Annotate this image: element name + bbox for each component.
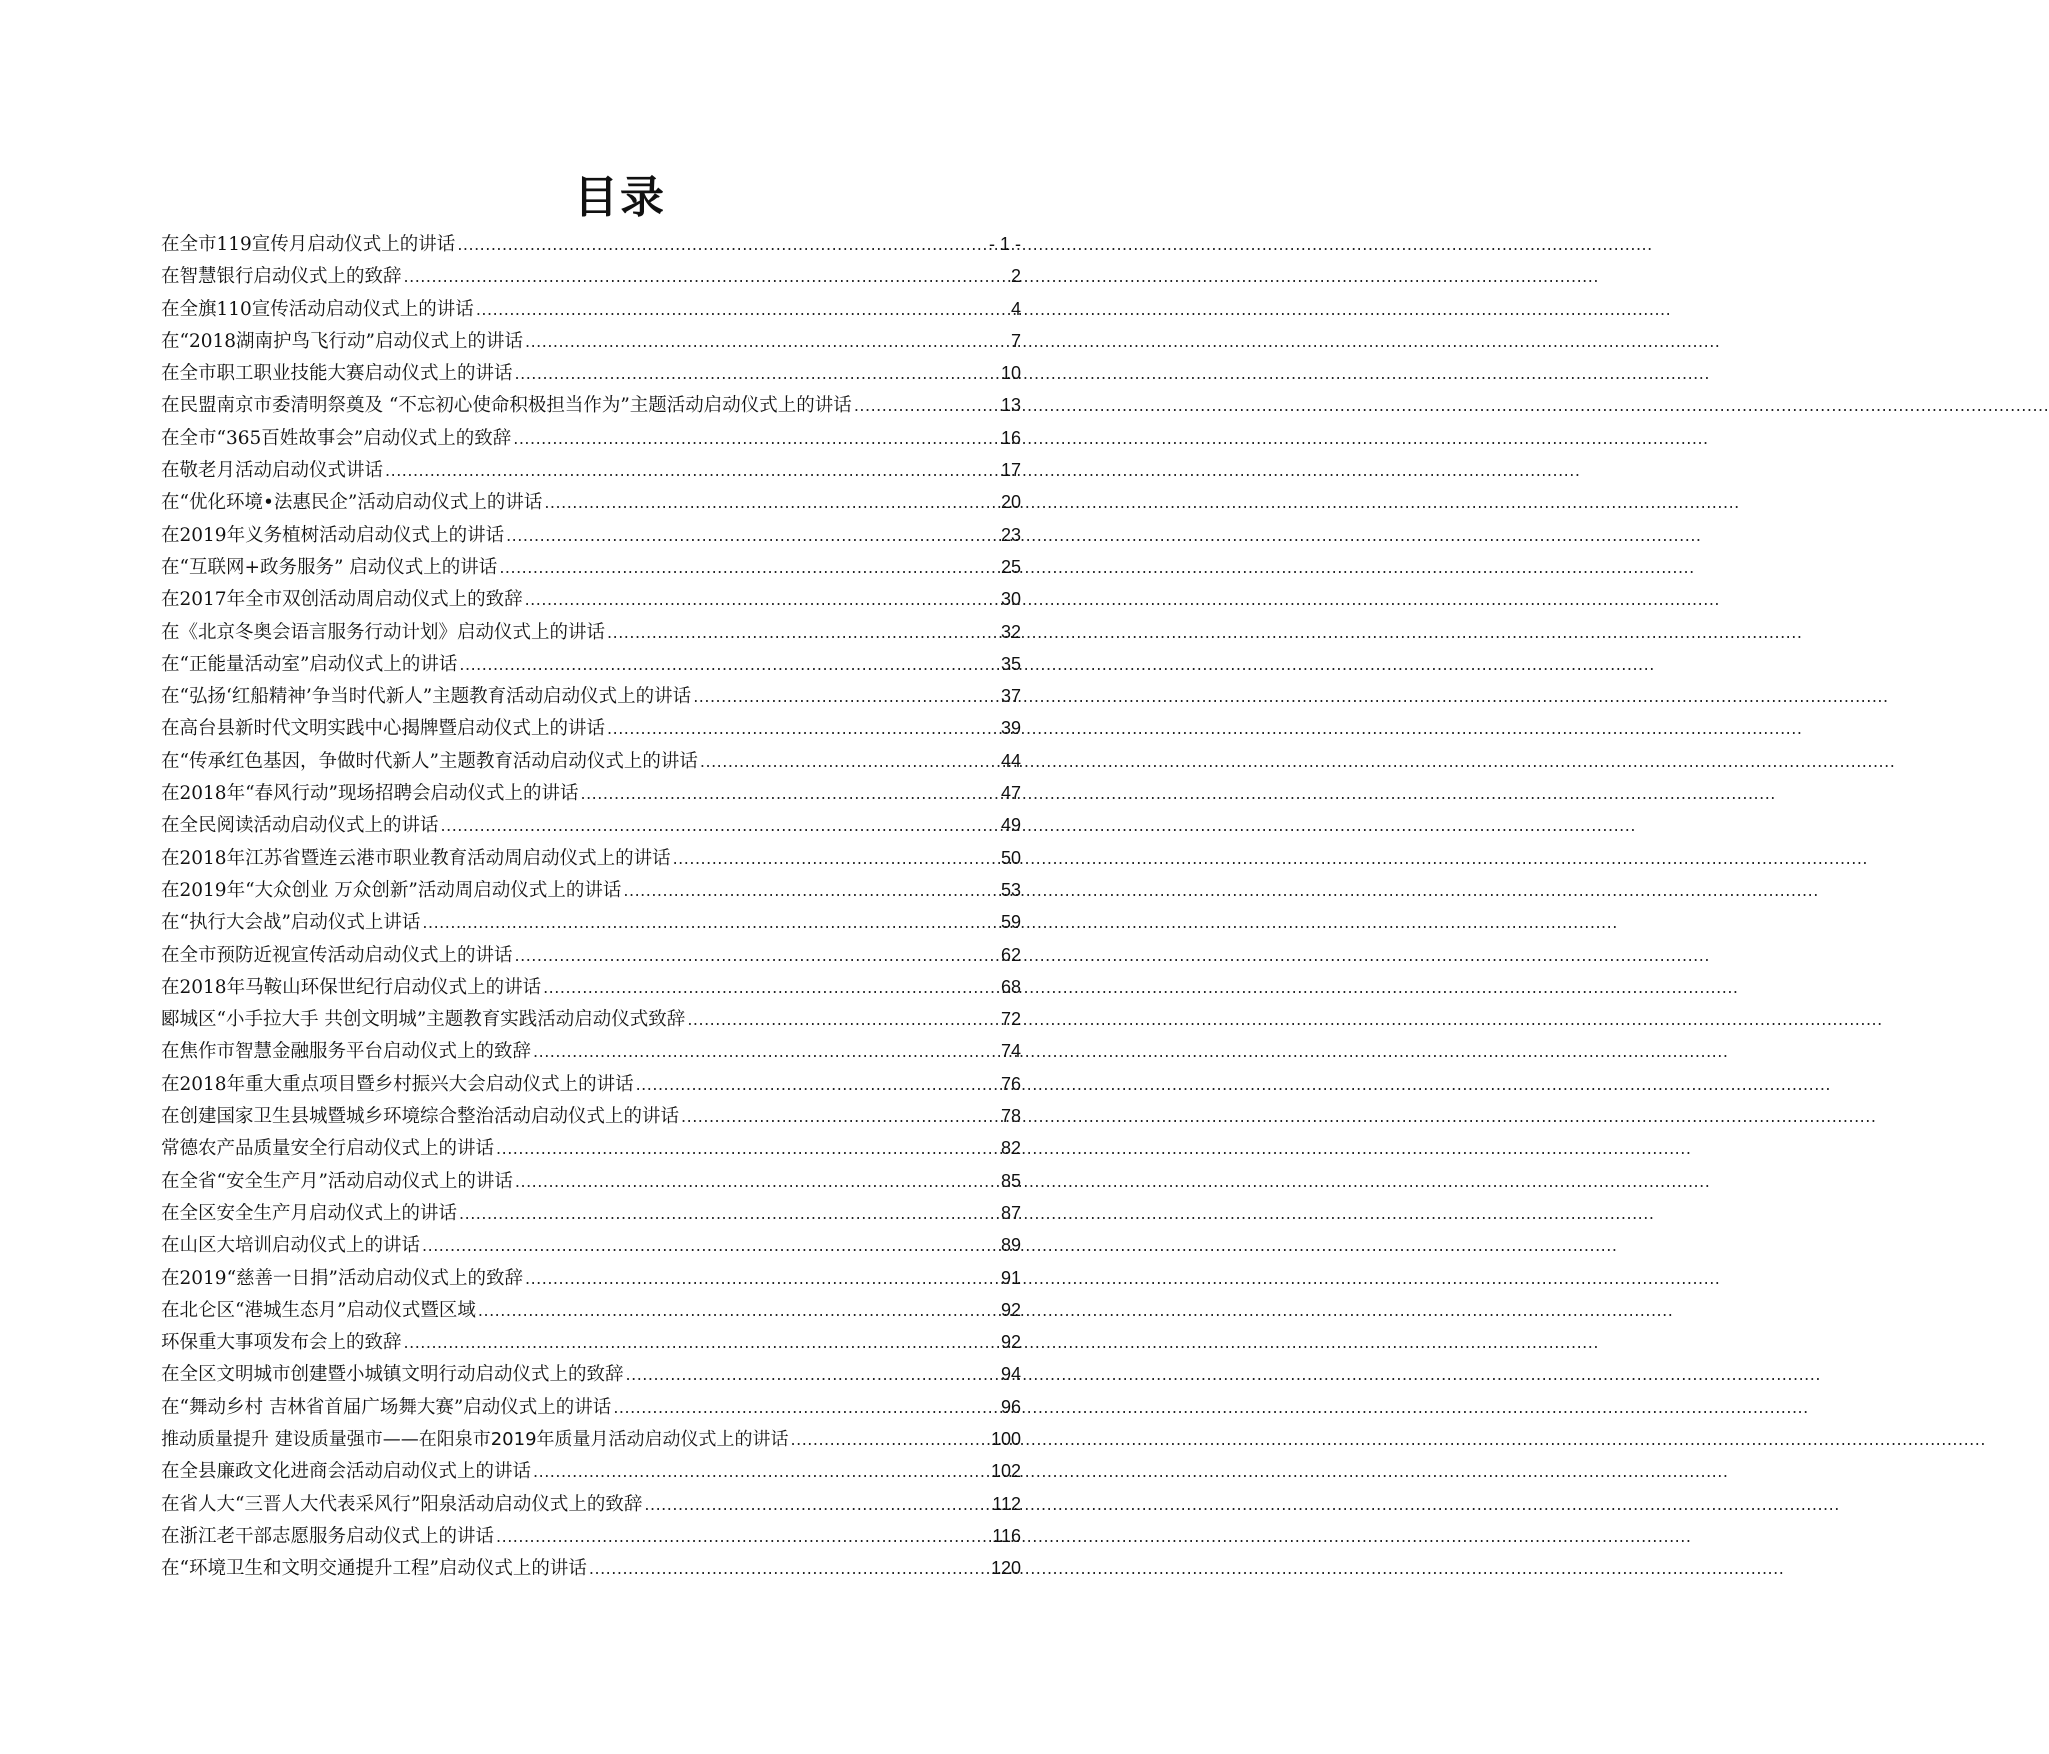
toc-entry-title: 在浙江老干部志愿服务启动仪式上的讲话	[161, 1525, 495, 1547]
toc-dot-leader	[459, 1198, 999, 1230]
toc-entry-title: 在山区大培训启动仪式上的讲话	[161, 1235, 421, 1257]
toc-entry-title: 在2019年义务植树活动启动仪式上的讲话	[161, 524, 505, 546]
toc-entry[interactable]	[161, 842, 1021, 874]
toc-page-number: 85	[1000, 1170, 1021, 1191]
toc-entry-title: 在《北京冬奥会语言服务行动计划》启动仪式上的讲话	[161, 621, 606, 643]
toc-page-number: 16	[1000, 427, 1021, 448]
toc-dot-leader	[385, 455, 999, 487]
toc-page-number: 7	[1010, 330, 1021, 351]
toc-entry[interactable]	[161, 1068, 1021, 1100]
toc-dot-leader	[496, 1133, 999, 1165]
toc-dot-leader	[459, 649, 999, 681]
toc-entry-title: 在2019“慈善一日捐”活动启动仪式上的致辞	[161, 1267, 523, 1289]
toc-entry[interactable]	[161, 971, 1021, 1003]
toc-page-number: 62	[1000, 944, 1021, 965]
toc-dot-leader	[673, 843, 999, 875]
toc-dot-leader	[700, 746, 999, 778]
toc-entry[interactable]	[161, 1262, 1021, 1294]
toc-page-number: 25	[1000, 556, 1021, 577]
toc-page-number: 89	[1000, 1235, 1021, 1256]
toc-dot-leader	[506, 520, 999, 552]
toc-dot-leader	[525, 326, 1009, 358]
toc-entry[interactable]	[161, 1326, 1021, 1358]
toc-page-number: 92	[1000, 1299, 1021, 1320]
toc-entry-title: 常德农产品质量安全行启动仪式上的讲话	[161, 1138, 495, 1160]
toc-page-number: 78	[1000, 1106, 1021, 1127]
toc-entry-title: 在全市119宣传月启动仪式上的讲话	[161, 234, 456, 255]
toc-entry-title: 在“传承红色基因，争做时代新人”主题教育活动启动仪式上的讲话	[161, 750, 698, 772]
toc-page-number: 120	[990, 1558, 1021, 1579]
toc-dot-leader	[681, 1101, 999, 1133]
toc-page-number: 68	[1000, 976, 1021, 997]
toc-entry-title: 在“环境卫生和文明交通提升工程”启动仪式上的讲话	[161, 1558, 587, 1580]
toc-page-number: 50	[1000, 847, 1021, 868]
toc-entry[interactable]	[161, 422, 1021, 454]
toc-dot-leader	[623, 875, 999, 907]
toc-dot-leader	[687, 1004, 999, 1036]
toc-entry-title: 在创建国家卫生县城暨城乡环境综合整治活动启动仪式上的讲话	[161, 1106, 680, 1128]
toc-dot-leader	[543, 972, 999, 1004]
toc-entry[interactable]	[161, 745, 1021, 777]
toc-page-number: 44	[1000, 750, 1021, 771]
toc-entry[interactable]	[161, 1391, 1021, 1423]
toc-entry-title: 在“优化环境•法惠民企”活动启动仪式上的讲话	[161, 492, 543, 514]
toc-entry-title: 在“执行大会战”启动仪式上讲话	[161, 912, 421, 934]
toc-dot-leader	[589, 1553, 989, 1585]
toc-entry-title: 在焦作市智慧金融服务平台启动仪式上的致辞	[161, 1041, 532, 1063]
toc-entry-title: 在2017年全市双创活动周启动仪式上的致辞	[161, 589, 523, 611]
toc-dot-leader	[544, 487, 999, 519]
toc-entry[interactable]	[161, 551, 1021, 583]
toc-page-number: 23	[1000, 524, 1021, 545]
toc-entry[interactable]	[161, 228, 1021, 260]
toc-entry-title: 在全民阅读活动启动仪式上的讲话	[161, 815, 439, 837]
toc-page-number: 2	[1010, 266, 1021, 287]
toc-page-number: 96	[1000, 1396, 1021, 1417]
toc-page-number: 35	[1000, 653, 1021, 674]
toc-entry-title: 在省人大“三晋人大代表采风行”阳泉活动启动仪式上的致辞	[161, 1493, 643, 1515]
toc-page-number: - 1 -	[988, 234, 1021, 254]
toc-page-number: 74	[1000, 1041, 1021, 1062]
toc-entry[interactable]	[161, 486, 1021, 518]
toc-entry[interactable]	[161, 712, 1021, 744]
toc-entry[interactable]	[161, 648, 1021, 680]
toc-dot-leader	[404, 1327, 999, 1359]
toc-entry-title: 在全旗110宣传活动启动仪式上的讲话	[161, 298, 474, 320]
toc-entry[interactable]	[161, 260, 1021, 292]
toc-entry[interactable]	[161, 1488, 1021, 1520]
toc-entry[interactable]	[161, 389, 1021, 421]
toc-dot-leader	[457, 229, 987, 261]
toc-page-number: 102	[990, 1461, 1021, 1482]
toc-page-number: 92	[1000, 1332, 1021, 1353]
toc-page-number: 112	[992, 1493, 1021, 1514]
toc-entry-title: 在“弘扬‘红船精神’争当时代新人”主题教育活动启动仪式上的讲话	[161, 686, 692, 708]
toc-page-number: 82	[1000, 1138, 1021, 1159]
toc-dot-leader	[422, 907, 999, 939]
toc-entry-title: 在2018年“春风行动”现场招聘会启动仪式上的讲话	[161, 783, 579, 805]
toc-dot-leader	[496, 1521, 990, 1553]
toc-dot-leader	[515, 358, 999, 390]
toc-entry[interactable]	[161, 583, 1021, 615]
toc-page-number: 76	[1000, 1073, 1021, 1094]
toc-dot-leader	[404, 261, 1009, 293]
toc-dot-leader	[581, 778, 999, 810]
toc-dot-leader	[476, 294, 1009, 326]
toc-page-number: 20	[1000, 492, 1021, 513]
toc-page-number: 87	[1000, 1202, 1021, 1223]
toc-entry-title: 在“2018湖南护鸟飞行动”启动仪式上的讲话	[161, 330, 523, 352]
toc-page-number: 49	[1000, 815, 1021, 836]
toc-dot-leader	[422, 1230, 999, 1262]
toc-page-number: 13	[1000, 395, 1021, 416]
toc-entry-title: 在高台县新时代文明实践中心揭牌暨启动仪式上的讲话	[161, 718, 606, 740]
toc-entry[interactable]	[161, 1423, 1021, 1455]
toc-dot-leader	[693, 681, 999, 713]
toc-entry-title: 推动质量提升 建设质量强市——在阳泉市2019年质量月活动启动仪式上的讲话	[161, 1428, 789, 1450]
toc-entry-title: 在全市“365百姓故事会”启动仪式上的致辞	[161, 427, 512, 449]
toc-entry-title: 在“舞动乡村 吉林省首届广场舞大赛”启动仪式上的讲话	[161, 1396, 612, 1418]
toc-dot-leader	[854, 390, 999, 422]
toc-dot-leader	[499, 552, 999, 584]
toc-entry-title: 在全区文明城市创建暨小城镇文明行动启动仪式上的致辞	[161, 1364, 624, 1386]
toc-dot-leader	[791, 1424, 989, 1456]
toc-dot-leader	[513, 423, 999, 455]
toc-dot-leader	[607, 617, 999, 649]
toc-entry[interactable]	[161, 1294, 1021, 1326]
toc-page-number: 47	[1000, 783, 1021, 804]
toc-entry[interactable]	[161, 519, 1021, 551]
toc-page-number: 39	[1000, 718, 1021, 739]
toc-entry[interactable]	[161, 939, 1021, 971]
toc-entry-title: 在2018年马鞍山环保世纪行启动仪式上的讲话	[161, 976, 542, 998]
toc-page-number: 53	[1000, 879, 1021, 900]
toc-entry[interactable]	[161, 680, 1021, 712]
toc-dot-leader	[478, 1295, 999, 1327]
toc-dot-leader	[636, 1069, 999, 1101]
toc-dot-leader	[515, 1166, 999, 1198]
toc-entry-title: 在全省“安全生产月”活动启动仪式上的讲话	[161, 1170, 513, 1192]
toc-dot-leader	[607, 713, 999, 745]
toc-entry[interactable]	[161, 809, 1021, 841]
toc-entry[interactable]	[161, 1165, 1021, 1197]
toc-page-number: 10	[1000, 363, 1021, 384]
toc-dot-leader	[644, 1489, 990, 1521]
toc-dot-leader	[525, 584, 999, 616]
toc-entry-title: 环保重大事项发布会上的致辞	[161, 1332, 402, 1354]
toc-entry[interactable]	[161, 1003, 1021, 1035]
toc-dot-leader	[533, 1456, 989, 1488]
toc-entry-title: 在2018年重大重点项目暨乡村振兴大会启动仪式上的讲话	[161, 1073, 634, 1095]
toc-entry[interactable]	[161, 1552, 1021, 1584]
table-of-contents	[161, 228, 1021, 1584]
toc-dot-leader	[515, 940, 999, 972]
toc-page-number: 32	[1000, 621, 1021, 642]
toc-entry[interactable]	[161, 906, 1021, 938]
toc-entry-title: 在2019年“大众创业 万众创新”活动周启动仪式上的讲话	[161, 879, 622, 901]
toc-entry[interactable]	[161, 874, 1021, 906]
toc-page-number: 72	[1000, 1009, 1021, 1030]
toc-entry[interactable]	[161, 1455, 1021, 1487]
toc-entry-title: 在敬老月活动启动仪式讲话	[161, 460, 384, 482]
toc-entry-title: 郾城区“小手拉大手 共创文明城”主题教育实践活动启动仪式致辞	[161, 1009, 686, 1031]
toc-page-number: 116	[992, 1525, 1021, 1546]
toc-page-number: 17	[1000, 460, 1021, 481]
toc-entry-title: 在民盟南京市委清明祭奠及 “不忘初心使命积极担当作为”主题活动启动仪式上的讲话	[161, 395, 852, 417]
toc-entry[interactable]	[161, 293, 1021, 325]
toc-entry-title: 在北仑区“港城生态月”启动仪式暨区域	[161, 1299, 476, 1321]
toc-page-number: 4	[1010, 298, 1021, 319]
toc-entry[interactable]	[161, 1358, 1021, 1390]
toc-entry-title: 在“互联网+政务服务” 启动仪式上的讲话	[161, 556, 498, 578]
toc-entry-title: 在全市职工职业技能大赛启动仪式上的讲话	[161, 363, 513, 385]
toc-entry-title: 在智慧银行启动仪式上的致辞	[161, 266, 402, 288]
toc-entry-title: 在全县廉政文化进商会活动启动仪式上的讲话	[161, 1461, 532, 1483]
toc-entry-title: 在“正能量活动室”启动仪式上的讲话	[161, 653, 458, 675]
toc-entry[interactable]	[161, 1229, 1021, 1261]
toc-entry[interactable]	[161, 1197, 1021, 1229]
toc-page-number: 91	[1000, 1267, 1021, 1288]
toc-entry-title: 在全区安全生产月启动仪式上的讲话	[161, 1202, 458, 1224]
toc-entry-title: 在2018年江苏省暨连云港市职业教育活动周启动仪式上的讲话	[161, 847, 671, 869]
toc-dot-leader	[533, 1036, 999, 1068]
toc-page-number: 37	[1000, 686, 1021, 707]
toc-dot-leader	[626, 1359, 999, 1391]
toc-entry[interactable]	[161, 325, 1021, 357]
toc-entry[interactable]	[161, 454, 1021, 486]
toc-dot-leader	[441, 810, 999, 842]
toc-entry[interactable]	[161, 1132, 1021, 1164]
toc-entry[interactable]	[161, 1100, 1021, 1132]
page-title: 目录	[574, 172, 666, 223]
toc-entry[interactable]	[161, 616, 1021, 648]
toc-page-number: 100	[990, 1428, 1021, 1449]
toc-dot-leader	[613, 1392, 999, 1424]
toc-entry[interactable]	[161, 777, 1021, 809]
toc-entry[interactable]	[161, 1035, 1021, 1067]
toc-page-number: 30	[1000, 589, 1021, 610]
toc-page-number: 94	[1000, 1364, 1021, 1385]
toc-entry[interactable]	[161, 1520, 1021, 1552]
toc-dot-leader	[525, 1263, 999, 1295]
toc-entry-title: 在全市预防近视宣传活动启动仪式上的讲话	[161, 944, 513, 966]
toc-page-number: 59	[1000, 912, 1021, 933]
toc-entry[interactable]	[161, 357, 1021, 389]
